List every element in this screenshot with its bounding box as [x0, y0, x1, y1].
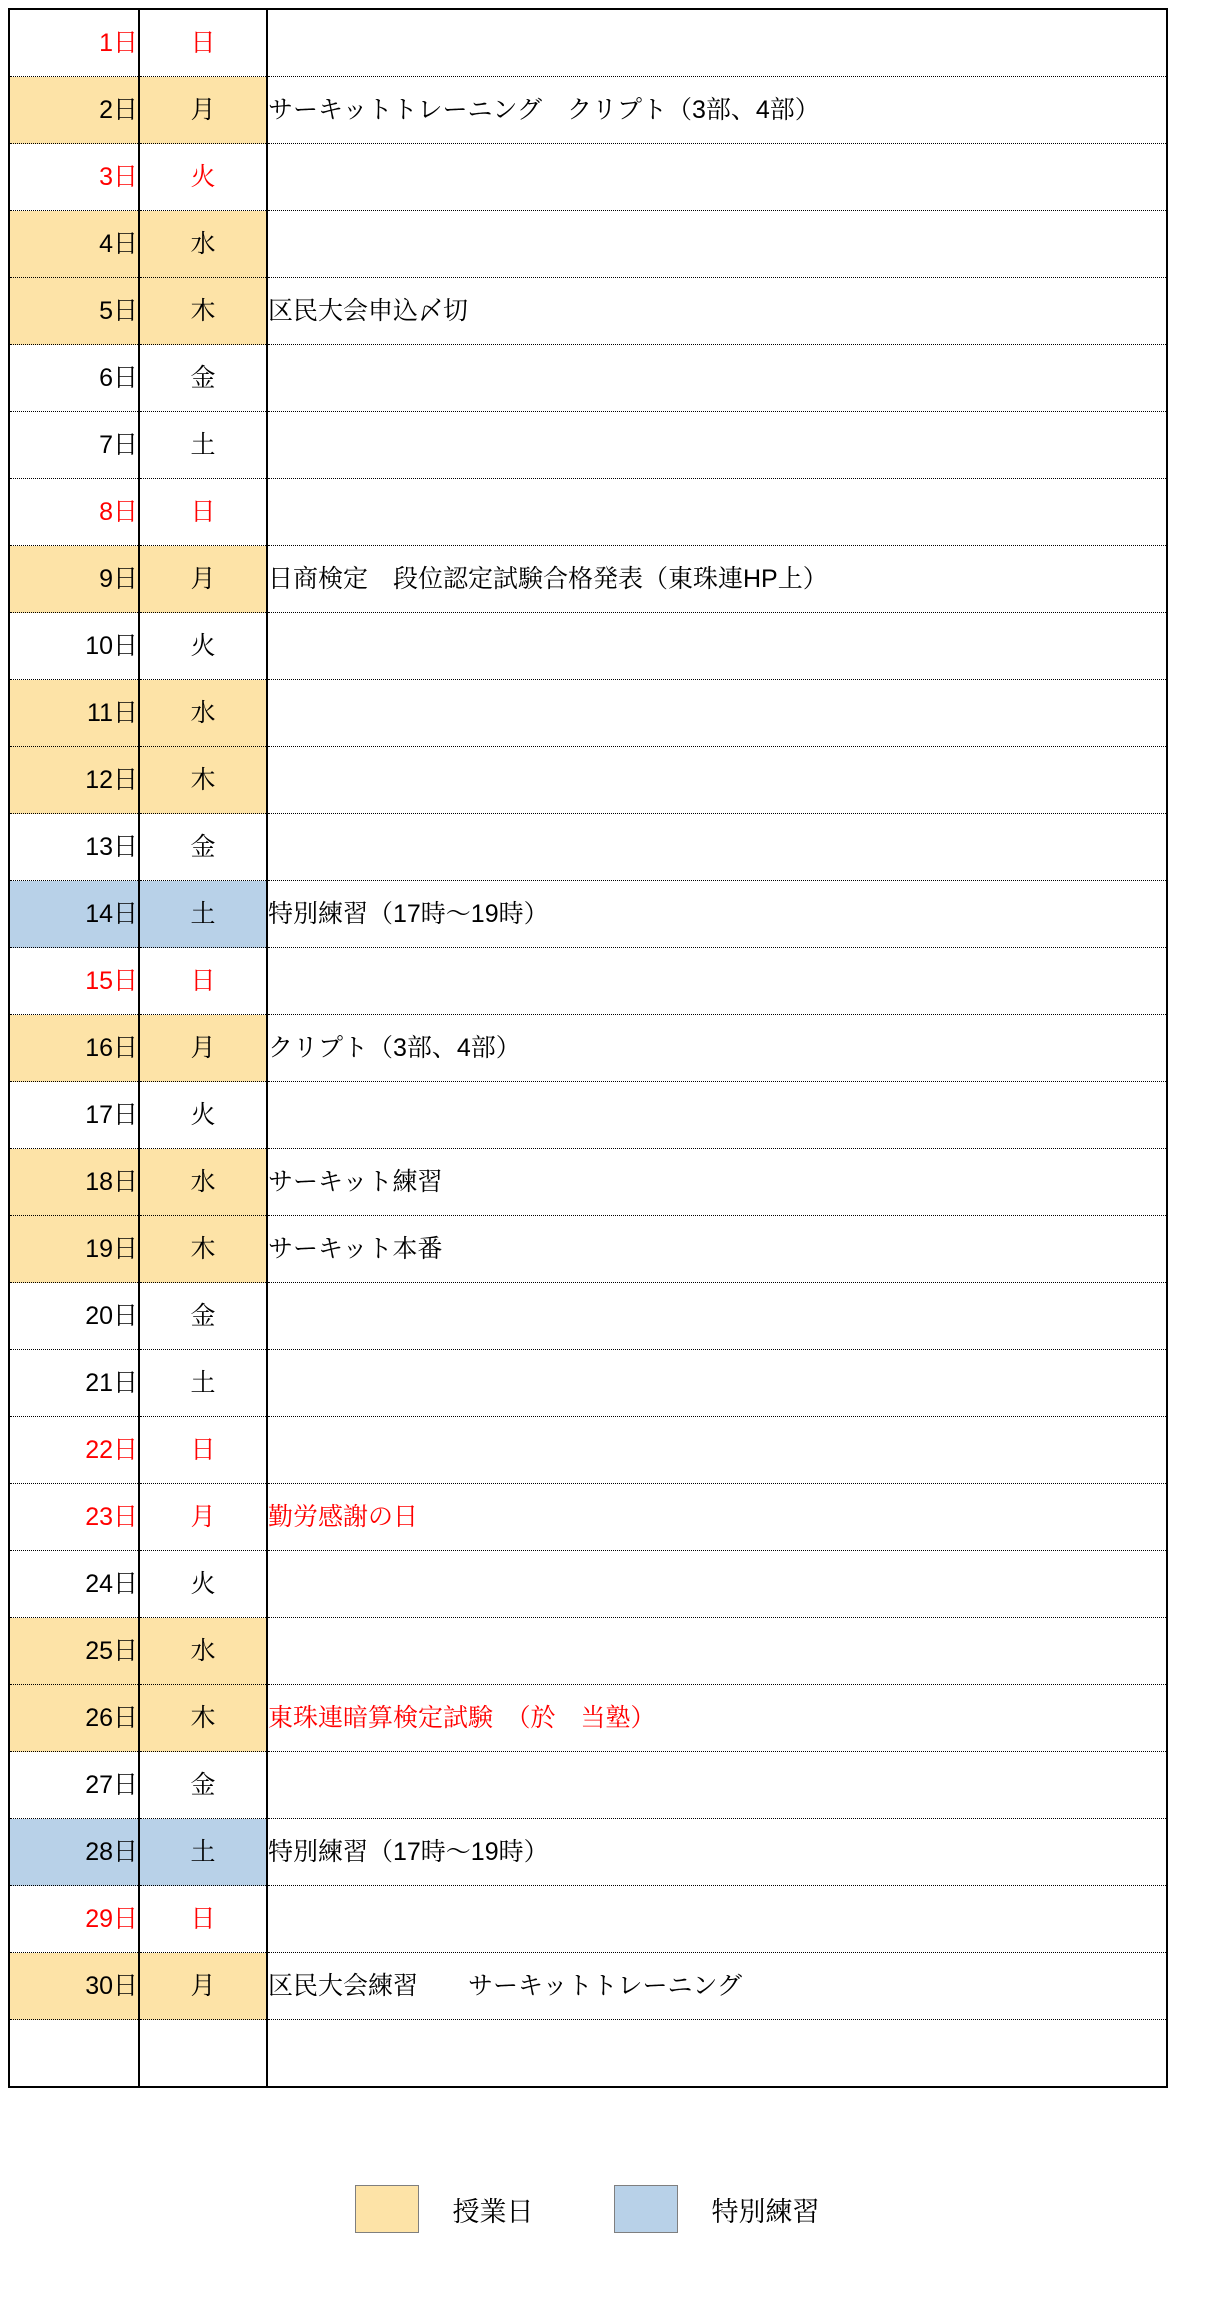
legend-item-special-practice — [614, 2185, 820, 2233]
event-cell — [267, 2020, 1167, 2088]
day-number-cell: 24日 — [9, 1551, 139, 1618]
day-number-cell: 2日 — [9, 77, 139, 144]
day-number-cell: 8日 — [9, 479, 139, 546]
event-cell — [267, 1752, 1167, 1819]
day-number-cell: 10日 — [9, 613, 139, 680]
table-row — [9, 211, 1167, 278]
weekday-cell: 土 — [139, 1819, 267, 1886]
table-row — [9, 1953, 1167, 2020]
table-row — [9, 1551, 1167, 1618]
day-number-cell: 28日 — [9, 1819, 139, 1886]
weekday-cell: 月 — [139, 1953, 267, 2020]
weekday-cell: 土 — [139, 1350, 267, 1417]
event-cell: 勤労感謝の日 — [267, 1484, 1167, 1551]
legend — [8, 2185, 1166, 2233]
table-row — [9, 9, 1167, 77]
weekday-cell: 火 — [139, 144, 267, 211]
weekday-cell: 火 — [139, 613, 267, 680]
day-number-cell: 16日 — [9, 1015, 139, 1082]
table-row — [9, 1283, 1167, 1350]
day-number-cell: 18日 — [9, 1149, 139, 1216]
table-row — [9, 278, 1167, 345]
weekday-cell: 日 — [139, 1886, 267, 1953]
table-row — [9, 1216, 1167, 1283]
table-row — [9, 1819, 1167, 1886]
legend-swatch-special-practice — [614, 2185, 678, 2233]
day-number-cell: 7日 — [9, 412, 139, 479]
weekday-cell: 日 — [139, 948, 267, 1015]
weekday-cell: 水 — [139, 1149, 267, 1216]
weekday-cell: 木 — [139, 747, 267, 814]
event-cell — [267, 345, 1167, 412]
legend-item-lesson-day — [355, 2185, 614, 2233]
weekday-cell: 日 — [139, 479, 267, 546]
weekday-cell: 月 — [139, 1484, 267, 1551]
event-cell — [267, 948, 1167, 1015]
day-number-cell: 21日 — [9, 1350, 139, 1417]
day-number-cell: 9日 — [9, 546, 139, 613]
day-number-cell: 26日 — [9, 1685, 139, 1752]
event-cell — [267, 680, 1167, 747]
weekday-cell: 土 — [139, 881, 267, 948]
table-row — [9, 1752, 1167, 1819]
table-row — [9, 680, 1167, 747]
event-cell: サーキットトレーニング クリプト（3部、4部） — [267, 77, 1167, 144]
day-number-cell: 13日 — [9, 814, 139, 881]
event-cell — [267, 479, 1167, 546]
day-number-cell: 19日 — [9, 1216, 139, 1283]
event-cell — [267, 9, 1167, 77]
event-cell — [267, 144, 1167, 211]
event-cell: サーキット練習 — [267, 1149, 1167, 1216]
event-cell — [267, 1082, 1167, 1149]
table-row — [9, 1886, 1167, 1953]
weekday-cell: 日 — [139, 1417, 267, 1484]
weekday-cell: 水 — [139, 211, 267, 278]
event-cell — [267, 1350, 1167, 1417]
table-row — [9, 1685, 1167, 1752]
day-number-cell: 5日 — [9, 278, 139, 345]
event-cell — [267, 1283, 1167, 1350]
event-cell: 区民大会申込〆切 — [267, 278, 1167, 345]
day-number-cell: 23日 — [9, 1484, 139, 1551]
table-row — [9, 345, 1167, 412]
weekday-cell: 火 — [139, 1082, 267, 1149]
table-row — [9, 144, 1167, 211]
table-row — [9, 747, 1167, 814]
table-row — [9, 77, 1167, 144]
event-cell: 東珠連暗算検定試験 （於 当塾） — [267, 1685, 1167, 1752]
event-cell: 区民大会練習 サーキットトレーニング — [267, 1953, 1167, 2020]
table-row — [9, 412, 1167, 479]
weekday-cell: 火 — [139, 1551, 267, 1618]
event-cell: 日商検定 段位認定試験合格発表（東珠連HP上） — [267, 546, 1167, 613]
legend-label-lesson-day: 授業日 — [452, 2196, 534, 2227]
event-cell — [267, 412, 1167, 479]
day-number-cell: 4日 — [9, 211, 139, 278]
event-cell — [267, 814, 1167, 881]
table-row — [9, 881, 1167, 948]
table-row — [9, 546, 1167, 613]
weekday-cell: 月 — [139, 1015, 267, 1082]
weekday-cell: 金 — [139, 345, 267, 412]
weekday-cell: 水 — [139, 1618, 267, 1685]
legend-swatch-lesson-day — [355, 2185, 419, 2233]
event-cell: クリプト（3部、4部） — [267, 1015, 1167, 1082]
event-cell — [267, 211, 1167, 278]
weekday-cell: 月 — [139, 546, 267, 613]
day-number-cell: 14日 — [9, 881, 139, 948]
table-row — [9, 479, 1167, 546]
weekday-cell: 金 — [139, 814, 267, 881]
day-number-cell: 22日 — [9, 1417, 139, 1484]
table-row — [9, 948, 1167, 1015]
day-number-cell — [9, 2020, 139, 2088]
monthly-schedule-table — [8, 8, 1168, 2088]
weekday-cell: 木 — [139, 278, 267, 345]
day-number-cell: 30日 — [9, 1953, 139, 2020]
day-number-cell: 12日 — [9, 747, 139, 814]
calendar-body — [9, 9, 1167, 2087]
event-cell — [267, 747, 1167, 814]
day-number-cell: 6日 — [9, 345, 139, 412]
weekday-cell — [139, 2020, 267, 2088]
event-cell: サーキット本番 — [267, 1216, 1167, 1283]
table-row — [9, 1417, 1167, 1484]
legend-label-special-practice: 特別練習 — [711, 2196, 820, 2227]
weekday-cell: 木 — [139, 1685, 267, 1752]
day-number-cell: 11日 — [9, 680, 139, 747]
weekday-cell: 木 — [139, 1216, 267, 1283]
table-row — [9, 1149, 1167, 1216]
table-row — [9, 1015, 1167, 1082]
table-row — [9, 1618, 1167, 1685]
calendar-container — [8, 8, 1166, 2088]
table-row — [9, 814, 1167, 881]
event-cell — [267, 1417, 1167, 1484]
table-row — [9, 1484, 1167, 1551]
day-number-cell: 1日 — [9, 9, 139, 77]
weekday-cell: 金 — [139, 1752, 267, 1819]
event-cell: 特別練習（17時〜19時） — [267, 1819, 1167, 1886]
event-cell — [267, 1551, 1167, 1618]
table-row — [9, 1082, 1167, 1149]
day-number-cell: 27日 — [9, 1752, 139, 1819]
table-row — [9, 613, 1167, 680]
weekday-cell: 月 — [139, 77, 267, 144]
table-row — [9, 1350, 1167, 1417]
weekday-cell: 土 — [139, 412, 267, 479]
event-cell — [267, 613, 1167, 680]
event-cell — [267, 1618, 1167, 1685]
weekday-cell: 日 — [139, 9, 267, 77]
day-number-cell: 29日 — [9, 1886, 139, 1953]
day-number-cell: 3日 — [9, 144, 139, 211]
day-number-cell: 20日 — [9, 1283, 139, 1350]
weekday-cell: 水 — [139, 680, 267, 747]
day-number-cell: 17日 — [9, 1082, 139, 1149]
day-number-cell: 25日 — [9, 1618, 139, 1685]
event-cell — [267, 1886, 1167, 1953]
weekday-cell: 金 — [139, 1283, 267, 1350]
day-number-cell: 15日 — [9, 948, 139, 1015]
event-cell: 特別練習（17時〜19時） — [267, 881, 1167, 948]
table-row — [9, 2020, 1167, 2088]
